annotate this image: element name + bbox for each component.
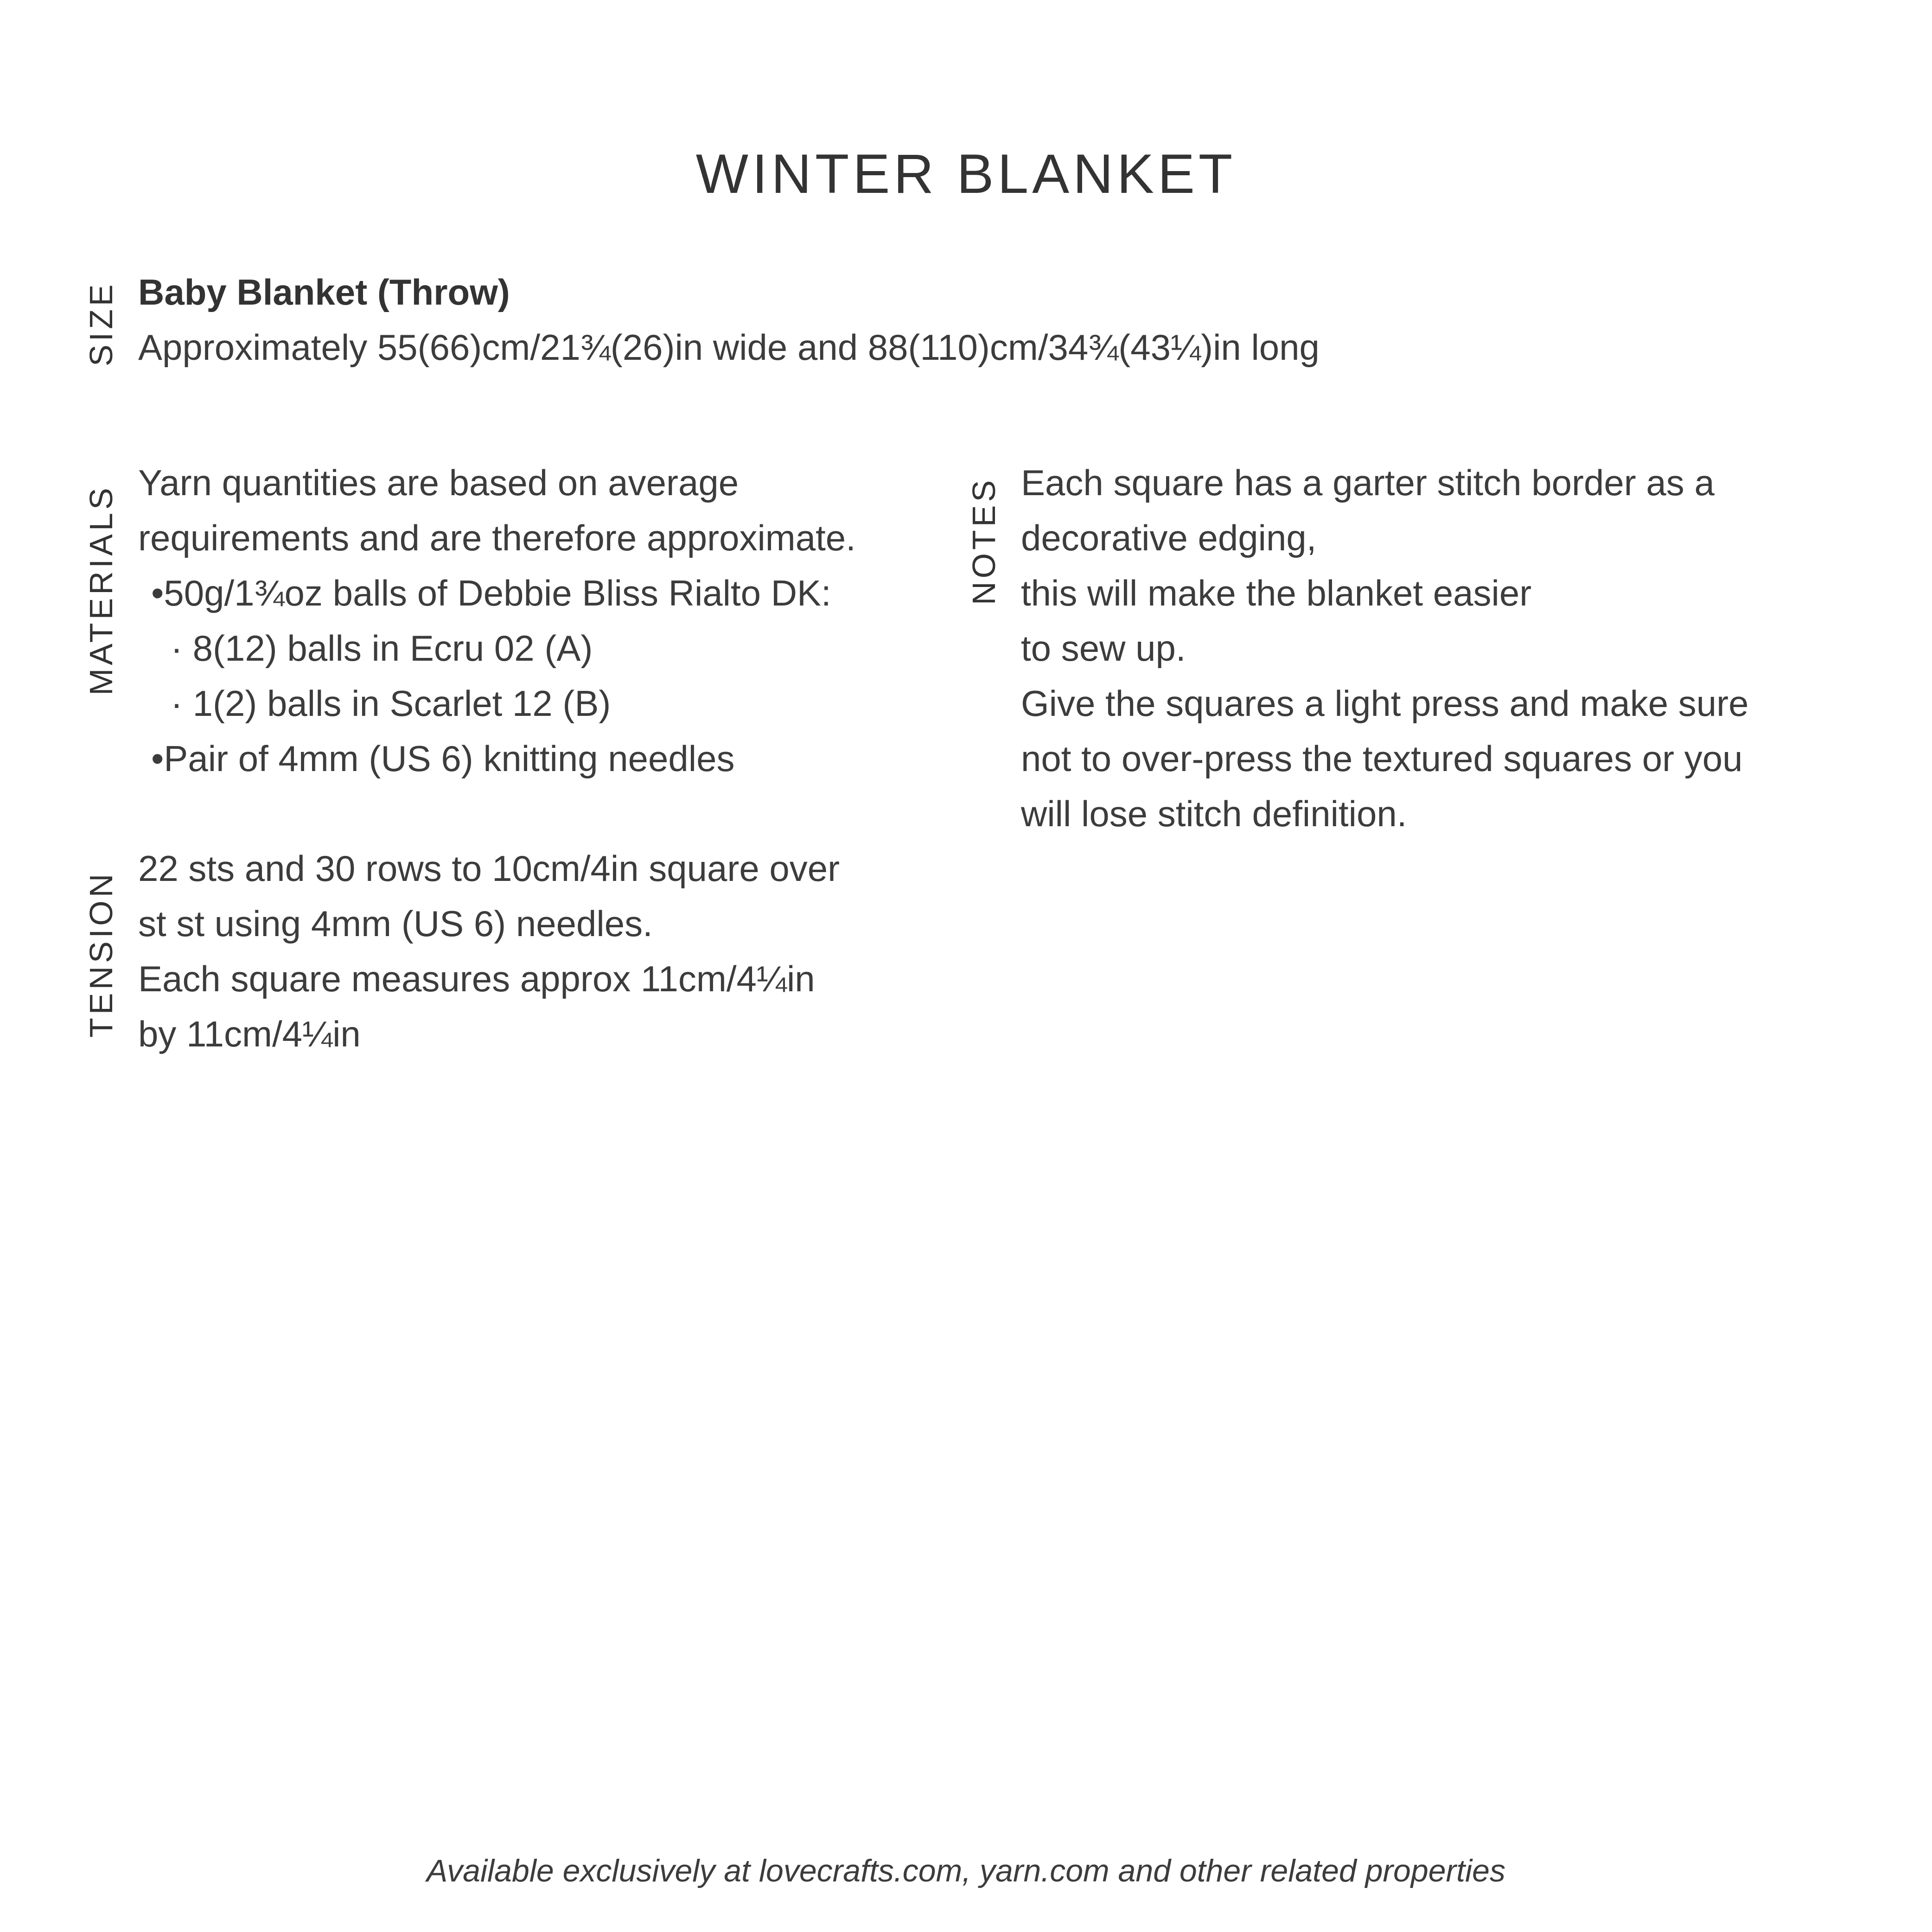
notes-line: to sew up. — [1021, 628, 1186, 669]
size-section — [138, 265, 1320, 375]
tension-line: Each square measures approx 11cm/4¼in — [138, 958, 815, 999]
size-dimensions: Approximately 55(66)cm/21¾(26)in wide and 88(110)cm/34¾(43¼)in long — [138, 327, 1320, 368]
materials-line: requirements and are therefore approximate. — [138, 517, 856, 558]
page-title: WINTER BLANKET — [695, 143, 1237, 205]
notes-line: not to over-press the textured squares or you — [1021, 738, 1743, 779]
materials-bullet: •50g/1¾oz balls of Debbie Bliss Rialto DK: — [151, 573, 831, 613]
tension-line: st st using 4mm (US 6) needles. — [138, 903, 653, 944]
size-label: SIZE — [83, 281, 119, 366]
notes-line: Each square has a garter stitch border as a — [1021, 462, 1715, 503]
notes-line: will lose stitch definition. — [1021, 793, 1407, 834]
footer-availability-note: Available exclusively at lovecrafts.com, yarn.com and other related properties — [427, 1853, 1505, 1888]
materials-sub-bullet: · 1(2) balls in Scarlet 12 (B) — [171, 683, 611, 724]
tension-section — [138, 841, 840, 1062]
materials-sub-bullet: · 8(12) balls in Ecru 02 (A) — [171, 628, 593, 669]
tension-label: TENSION — [83, 870, 119, 1038]
materials-bullet: •Pair of 4mm (US 6) knitting needles — [151, 738, 735, 779]
materials-section — [138, 455, 856, 786]
tension-line: 22 sts and 30 rows to 10cm/4in square over — [138, 848, 840, 889]
size-heading: Baby Blanket (Throw) — [138, 272, 510, 312]
materials-label: MATERIALS — [83, 485, 119, 695]
notes-label: NOTES — [966, 477, 1002, 605]
notes-line: Give the squares a light press and make sure — [1021, 683, 1749, 724]
tension-line: by 11cm/4¼in — [138, 1014, 361, 1054]
notes-section — [1021, 455, 1748, 842]
notes-line: decorative edging, — [1021, 517, 1317, 558]
notes-line: this will make the blanket easier — [1021, 573, 1532, 613]
materials-line: Yarn quantities are based on average — [138, 462, 739, 503]
